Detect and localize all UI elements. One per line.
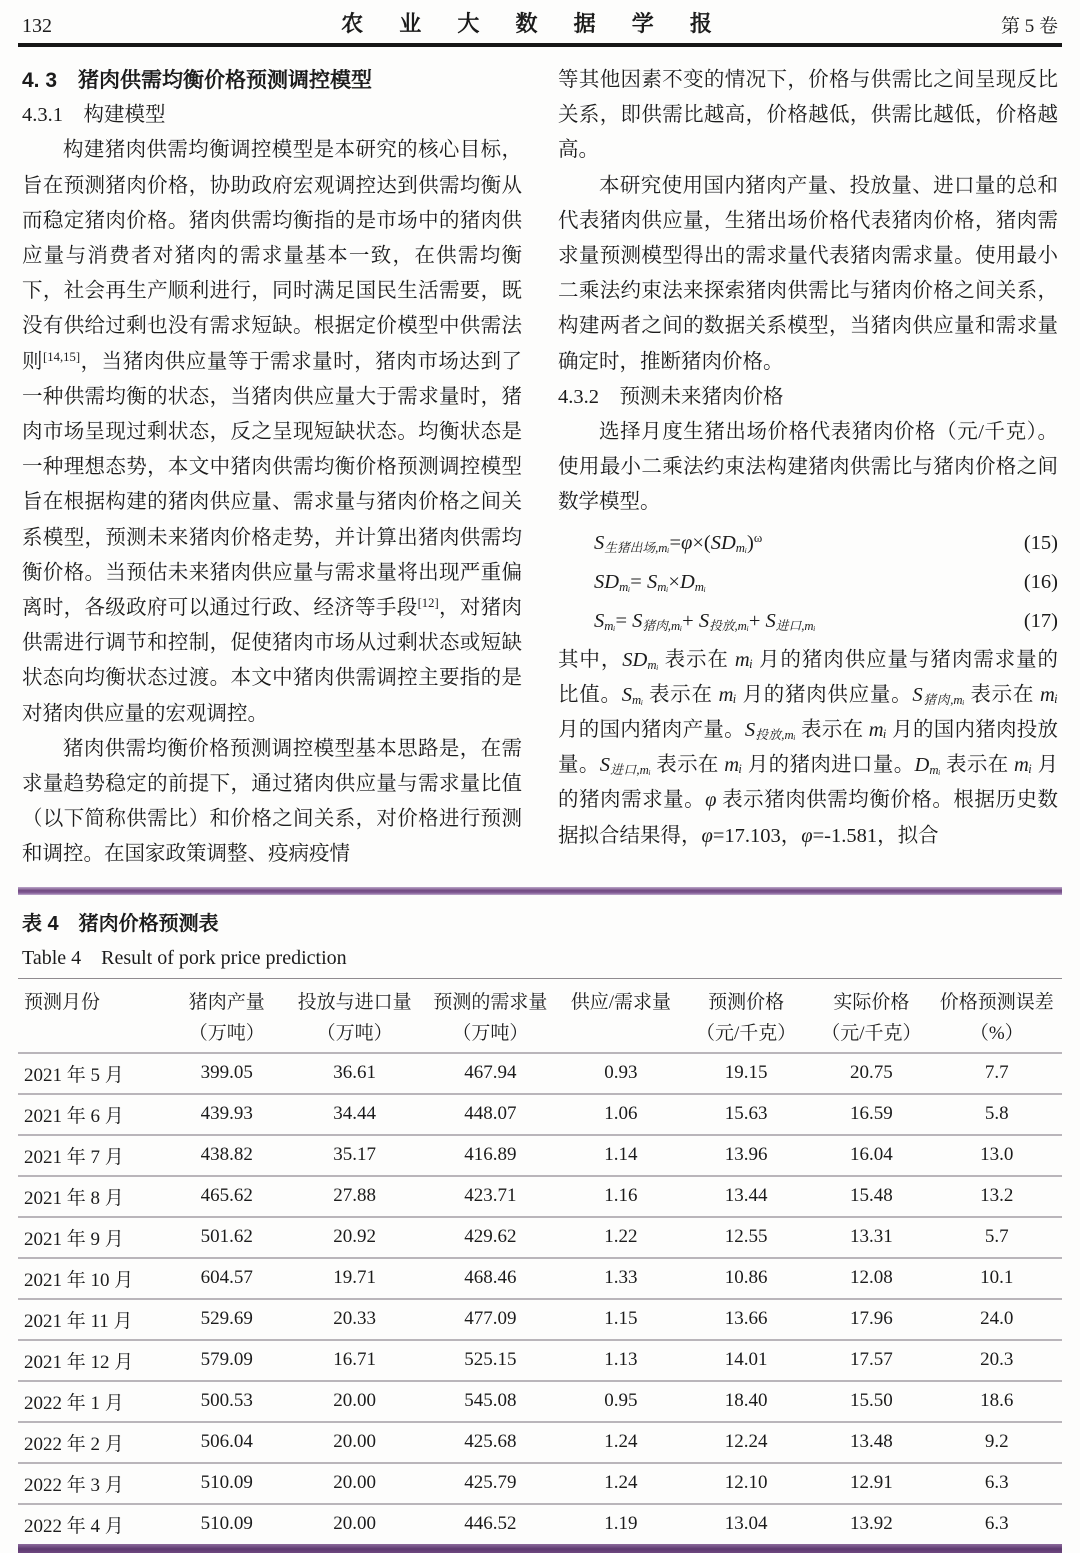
text-run: SD bbox=[594, 570, 620, 593]
table-cell: 34.44 bbox=[289, 1094, 420, 1135]
page-number: 132 bbox=[22, 15, 52, 37]
subsection-heading-432: 4.3.2 预测未来猪肉价格 bbox=[558, 385, 784, 408]
table-row bbox=[18, 1504, 1062, 1544]
table-header bbox=[18, 978, 1062, 1053]
text-run: φ bbox=[681, 531, 693, 554]
text-run: =17.103， bbox=[712, 824, 802, 847]
table-top-band bbox=[18, 887, 1062, 895]
subsection-heading-431: 4.3.1 构建模型 bbox=[22, 104, 166, 127]
table-cell: 17.96 bbox=[811, 1299, 931, 1340]
table-cell: 2021 年 8 月 bbox=[18, 1176, 164, 1217]
equation-body bbox=[594, 604, 816, 638]
table-cell: 506.04 bbox=[164, 1422, 289, 1463]
text-run: 表示在 bbox=[658, 648, 735, 671]
equation-number: (17) bbox=[1023, 609, 1058, 632]
header-cell bbox=[18, 1016, 164, 1053]
text-run: 猪肉,mᵢ bbox=[922, 692, 965, 707]
equation-15 bbox=[594, 526, 1058, 560]
table-row bbox=[18, 1258, 1062, 1299]
text-run: mᵢ bbox=[619, 579, 631, 594]
table-cell: 10.1 bbox=[931, 1258, 1062, 1299]
table-cell: 1.06 bbox=[561, 1094, 681, 1135]
table-cell: 429.62 bbox=[420, 1217, 561, 1258]
table-cell: 20.3 bbox=[931, 1340, 1062, 1381]
table-cell: 425.79 bbox=[420, 1463, 561, 1504]
header-cell bbox=[561, 1016, 681, 1053]
text-run: [14,15] bbox=[43, 349, 81, 364]
text-run: S bbox=[912, 683, 923, 706]
text-run: 投放,mᵢ bbox=[755, 727, 796, 742]
table-cell: 545.08 bbox=[420, 1381, 561, 1422]
table-row bbox=[18, 1422, 1062, 1463]
text-run: mᵢ bbox=[929, 763, 941, 778]
text-run: 月的猪肉需求量。 bbox=[558, 754, 1059, 812]
text-run: [12] bbox=[417, 596, 439, 611]
header-row-units bbox=[18, 1016, 1062, 1053]
table-cell: 416.89 bbox=[420, 1135, 561, 1176]
table-cell: 16.71 bbox=[289, 1340, 420, 1381]
table-cell: 5.8 bbox=[931, 1094, 1062, 1135]
equation-body bbox=[594, 526, 762, 560]
table-cell: 13.48 bbox=[811, 1422, 931, 1463]
left-column bbox=[22, 63, 522, 873]
text-run: 表示猪肉供需均衡价格。根据历史数据拟合结果得， bbox=[558, 789, 1059, 847]
text-run: mᵢ bbox=[647, 657, 659, 672]
table-cell: 18.6 bbox=[931, 1381, 1062, 1422]
equation-17 bbox=[594, 604, 1058, 638]
text-run: S bbox=[621, 683, 632, 706]
volume-label: 第 5 卷 bbox=[1000, 16, 1058, 37]
text-run: φ bbox=[705, 789, 717, 812]
table-cell: 13.0 bbox=[931, 1135, 1062, 1176]
table-cell: 525.15 bbox=[420, 1340, 561, 1381]
paragraph: 本研究使用国内猪肉产量、投放量、进口量的总和代表猪肉供应量，生猪出场价格代表猪肉价格，猪肉需求量预测模型得出的需求量代表猪肉需求量。使用最小二乘法约束法来探索猪肉供需比与猪肉价格之间关系，构建两者之间的数据关系模型，当猪肉供应量和需求量确定时，推断猪肉价格。 bbox=[558, 174, 1058, 373]
table-cell: 20.92 bbox=[289, 1217, 420, 1258]
table-cell: 604.57 bbox=[164, 1258, 289, 1299]
table-cell: 467.94 bbox=[420, 1053, 561, 1094]
page-header bbox=[0, 0, 1080, 43]
table-row bbox=[18, 1463, 1062, 1504]
paragraph bbox=[22, 133, 522, 731]
table-cell: 17.57 bbox=[811, 1340, 931, 1381]
text-run: S bbox=[744, 719, 756, 742]
header-cell: （万吨） bbox=[452, 1022, 529, 1044]
table-cell: 35.17 bbox=[289, 1135, 420, 1176]
text-run: mᵢ bbox=[694, 579, 706, 594]
table-cell: 15.63 bbox=[681, 1094, 812, 1135]
right-column bbox=[558, 63, 1058, 873]
text-run: 月的猪肉进口量。 bbox=[742, 754, 915, 777]
table-cell: 1.24 bbox=[561, 1422, 681, 1463]
text-run: SD bbox=[710, 531, 736, 554]
text-run: + bbox=[682, 609, 699, 632]
text-run: 表示在 bbox=[650, 754, 725, 777]
table-cell: 477.09 bbox=[420, 1299, 561, 1340]
text-run: mᵢ bbox=[1039, 683, 1059, 706]
table-cell: 0.93 bbox=[561, 1053, 681, 1094]
table-cell: 16.59 bbox=[811, 1094, 931, 1135]
article-body bbox=[0, 47, 1080, 873]
header-cell: 投放与进口量 bbox=[289, 978, 420, 1016]
section-heading: 4. 3 猪肉供需均衡价格预测调控模型 bbox=[22, 69, 373, 92]
text-run: = bbox=[615, 609, 633, 632]
header-cell: （万吨） bbox=[316, 1022, 393, 1044]
table-bottom-band bbox=[18, 1544, 1062, 1553]
header-cell: 猪肉产量 bbox=[164, 978, 289, 1016]
header-cell: 预测月份 bbox=[18, 978, 164, 1016]
table-cell: 2022 年 3 月 bbox=[18, 1463, 164, 1504]
table-row bbox=[18, 1299, 1062, 1340]
table-cell: 15.48 bbox=[811, 1176, 931, 1217]
text-run: =-1.581，拟合 bbox=[812, 824, 939, 847]
table-row bbox=[18, 1135, 1062, 1176]
table-cell: 20.33 bbox=[289, 1299, 420, 1340]
table-row bbox=[18, 1176, 1062, 1217]
table-cell: 12.24 bbox=[681, 1422, 812, 1463]
table-cell: 2021 年 10 月 bbox=[18, 1258, 164, 1299]
text-run: mᵢ bbox=[631, 692, 644, 707]
table-cell: 14.01 bbox=[681, 1340, 812, 1381]
header-cell: （元/千克） bbox=[821, 1022, 922, 1044]
text-run: mᵢ bbox=[735, 540, 747, 555]
table-cell: 1.33 bbox=[561, 1258, 681, 1299]
table-cell: 500.53 bbox=[164, 1381, 289, 1422]
paragraph: 等其他因素不变的情况下，价格与供需比之间呈现反比关系，即供需比越高，价格越低，供需比越低，价格越高。 bbox=[558, 69, 1058, 162]
table-body bbox=[18, 1053, 1062, 1544]
text-run: ×( bbox=[692, 531, 711, 554]
table-cell: 2021 年 12 月 bbox=[18, 1340, 164, 1381]
table-cell: 510.09 bbox=[164, 1504, 289, 1544]
table-cell: 465.62 bbox=[164, 1176, 289, 1217]
table-cell: 18.40 bbox=[681, 1381, 812, 1422]
text-run: 构建猪肉供需均衡调控模型是本研究的核心目标，旨在预测猪肉价格，协助政府宏观调控达到供需均衡从而稳定猪肉价格。猪肉供需均衡指的是市场中的猪肉供应量与消费者对猪肉的需求量基本一致，在供需均衡下，社会再生产顺利进行，同时满足国民生活需要，既没有供给过剩也没有需求短缺。根据定价模型中供需法则 bbox=[22, 139, 522, 373]
text-run: 进口,mᵢ bbox=[609, 763, 651, 778]
header-cell: 实际价格 bbox=[811, 978, 931, 1016]
table-cell: 20.00 bbox=[289, 1504, 420, 1544]
table-cell: 1.15 bbox=[561, 1299, 681, 1340]
table-section bbox=[18, 887, 1062, 1553]
table-cell: 19.15 bbox=[681, 1053, 812, 1094]
text-run: S bbox=[594, 609, 605, 632]
text-run: 猪肉,mᵢ bbox=[642, 618, 683, 633]
table-cell: 20.00 bbox=[289, 1463, 420, 1504]
text-run: mᵢ bbox=[724, 754, 743, 777]
table-cell: 13.96 bbox=[681, 1135, 812, 1176]
table-cell: 446.52 bbox=[420, 1504, 561, 1544]
table-cell: 6.3 bbox=[931, 1463, 1062, 1504]
table-cell: 438.82 bbox=[164, 1135, 289, 1176]
table-cell: 13.2 bbox=[931, 1176, 1062, 1217]
text-run: 进口,mᵢ bbox=[775, 618, 816, 633]
text-run: mᵢ bbox=[1014, 754, 1033, 777]
text-run: 其中， bbox=[558, 648, 623, 671]
table-cell: 10.86 bbox=[681, 1258, 812, 1299]
text-run: mᵢ bbox=[734, 648, 753, 671]
table-cell: 20.00 bbox=[289, 1422, 420, 1463]
text-run: S bbox=[599, 754, 610, 777]
text-run: 表示在 bbox=[643, 683, 719, 706]
table-cell: 448.07 bbox=[420, 1094, 561, 1135]
text-run: S bbox=[765, 609, 776, 632]
text-run: ) bbox=[746, 531, 754, 554]
table-caption-zh: 表 4 猪肉价格预测表 bbox=[22, 912, 219, 935]
text-run: φ bbox=[801, 824, 813, 847]
text-run: D bbox=[914, 754, 930, 777]
equation-number: (15) bbox=[1023, 531, 1058, 554]
table-cell: 0.95 bbox=[561, 1381, 681, 1422]
header-cell: 预测的需求量 bbox=[420, 978, 561, 1016]
table-cell: 2021 年 7 月 bbox=[18, 1135, 164, 1176]
table-cell: 6.3 bbox=[931, 1504, 1062, 1544]
table-cell: 13.44 bbox=[681, 1176, 812, 1217]
table-cell: 501.62 bbox=[164, 1217, 289, 1258]
prediction-table bbox=[18, 978, 1062, 1544]
text-run: mᵢ bbox=[718, 683, 737, 706]
table-cell: 468.46 bbox=[420, 1258, 561, 1299]
header-cell: （元/千克） bbox=[696, 1022, 797, 1044]
table-cell: 13.31 bbox=[811, 1217, 931, 1258]
table-cell: 399.05 bbox=[164, 1053, 289, 1094]
table-row bbox=[18, 1381, 1062, 1422]
table-cell: 2022 年 4 月 bbox=[18, 1504, 164, 1544]
text-run: 表示在 bbox=[795, 719, 869, 742]
table-cell: 510.09 bbox=[164, 1463, 289, 1504]
table-cell: 529.69 bbox=[164, 1299, 289, 1340]
table-cell: 15.50 bbox=[811, 1381, 931, 1422]
table-cell: 19.71 bbox=[289, 1258, 420, 1299]
header-cell: （万吨） bbox=[188, 1022, 265, 1044]
table-cell: 579.09 bbox=[164, 1340, 289, 1381]
paragraph: 选择月度生猪出场价格代表猪肉价格（元/千克）。使用最小二乘法约束法构建猪肉供需比与猪肉价格之间数学模型。 bbox=[558, 421, 1058, 514]
table-cell: 2022 年 2 月 bbox=[18, 1422, 164, 1463]
text-run: 月的猪肉供应量。 bbox=[736, 683, 913, 706]
text-run: × bbox=[668, 570, 680, 593]
text-run: 月的国内猪肉产量。 bbox=[558, 719, 745, 742]
table-cell: 13.66 bbox=[681, 1299, 812, 1340]
text-run: S bbox=[594, 531, 605, 554]
header-cell: 价格预测误差 bbox=[931, 978, 1062, 1016]
table-cell: 2021 年 9 月 bbox=[18, 1217, 164, 1258]
text-run: mᵢ bbox=[657, 579, 669, 594]
text-run: 月的猪肉供应量与猪肉需求量的比值。 bbox=[558, 648, 1059, 706]
table-row bbox=[18, 1340, 1062, 1381]
table-cell: 1.22 bbox=[561, 1217, 681, 1258]
text-run: S bbox=[632, 609, 643, 632]
table-row bbox=[18, 1094, 1062, 1135]
table-cell: 2022 年 1 月 bbox=[18, 1381, 164, 1422]
table-cell: 12.91 bbox=[811, 1463, 931, 1504]
table-cell: 425.68 bbox=[420, 1422, 561, 1463]
table-cell: 1.24 bbox=[561, 1463, 681, 1504]
header-cell: 预测价格 bbox=[681, 978, 812, 1016]
table-cell: 13.04 bbox=[681, 1504, 812, 1544]
table-row bbox=[18, 1053, 1062, 1094]
equation-number: (16) bbox=[1023, 570, 1058, 593]
table-cell: 1.19 bbox=[561, 1504, 681, 1544]
text-run: SD bbox=[622, 648, 648, 671]
text-run: D bbox=[679, 570, 695, 593]
text-run: mᵢ bbox=[604, 618, 616, 633]
header-cell: （%） bbox=[969, 1022, 1024, 1044]
table-cell: 20.00 bbox=[289, 1381, 420, 1422]
table-cell: 36.61 bbox=[289, 1053, 420, 1094]
text-run: 生猪出场,mᵢ bbox=[604, 540, 670, 555]
equation-16 bbox=[594, 565, 1058, 599]
table-caption-en: Table 4 Result of pork price prediction bbox=[22, 946, 347, 969]
table-cell: 2021 年 6 月 bbox=[18, 1094, 164, 1135]
text-run: = bbox=[669, 531, 681, 554]
table-row bbox=[18, 1217, 1062, 1258]
table-cell: 16.04 bbox=[811, 1135, 931, 1176]
table-cell: 439.93 bbox=[164, 1094, 289, 1135]
header-cell: 供应/需求量 bbox=[561, 978, 681, 1016]
table-cell: 12.55 bbox=[681, 1217, 812, 1258]
table-cell: 24.0 bbox=[931, 1299, 1062, 1340]
table-cell: 2021 年 5 月 bbox=[18, 1053, 164, 1094]
text-run: φ bbox=[701, 824, 713, 847]
text-run: ω bbox=[753, 530, 763, 545]
table-cell: 20.75 bbox=[811, 1053, 931, 1094]
journal-title: 农 业 大 数 据 学 报 bbox=[341, 11, 727, 36]
table-cell: 1.13 bbox=[561, 1340, 681, 1381]
text-run: = bbox=[630, 570, 647, 593]
table-cell: 2021 年 11 月 bbox=[18, 1299, 164, 1340]
text-run: 月的国内猪肉投放量。 bbox=[558, 719, 1059, 777]
header-row-labels bbox=[18, 978, 1062, 1016]
text-run: + bbox=[748, 609, 766, 632]
text-run: mᵢ bbox=[868, 719, 887, 742]
table-cell: 9.2 bbox=[931, 1422, 1062, 1463]
table-cell: 1.16 bbox=[561, 1176, 681, 1217]
table-cell: 27.88 bbox=[289, 1176, 420, 1217]
text-run: ，对猪肉供需进行调节和控制，促使猪肉市场从过剩状态或短缺状态向均衡状态过渡。本文中猪肉供需调控主要指的是对猪肉供应量的宏观调控。 bbox=[22, 597, 523, 725]
paragraph bbox=[558, 643, 1058, 854]
text-run: 表示在 bbox=[940, 754, 1015, 777]
table-cell: 12.10 bbox=[681, 1463, 812, 1504]
table-cell: 5.7 bbox=[931, 1217, 1062, 1258]
text-run: S bbox=[646, 570, 658, 593]
table-cell: 1.14 bbox=[561, 1135, 681, 1176]
table-cell: 423.71 bbox=[420, 1176, 561, 1217]
equation-body bbox=[594, 565, 706, 599]
table-cell: 13.92 bbox=[811, 1504, 931, 1544]
table-cell: 7.7 bbox=[931, 1053, 1062, 1094]
paragraph: 猪肉供需均衡价格预测调控模型基本思路是，在需求量趋势稳定的前提下，通过猪肉供应量与需求量比值（以下简称供需比）和价格之间关系，对价格进行预测和调控。在国家政策调整、疫病疫情 bbox=[22, 737, 522, 866]
text-run: S bbox=[698, 609, 710, 632]
table-cell: 12.08 bbox=[811, 1258, 931, 1299]
text-run: 投放,mᵢ bbox=[709, 618, 749, 633]
text-run: 表示在 bbox=[964, 683, 1040, 706]
text-run: ，当猪肉供应量等于需求量时，猪肉市场达到了一种供需均衡的状态，当猪肉供应量大于需求量时，猪肉市场呈现过剩状态，反之呈现短缺状态。均衡状态是一种理想态势，本文中猪肉供需均衡价格预测调控模型旨在根据构建的猪肉供应量、需求量与猪肉价格之间关系模型，预测未来猪肉价格走势，并计算出猪肉供需均衡价格。当预估未来猪肉供应量与需求量将出现严重偏离时，各级政府可以通过行政、经济等手段 bbox=[22, 350, 523, 620]
